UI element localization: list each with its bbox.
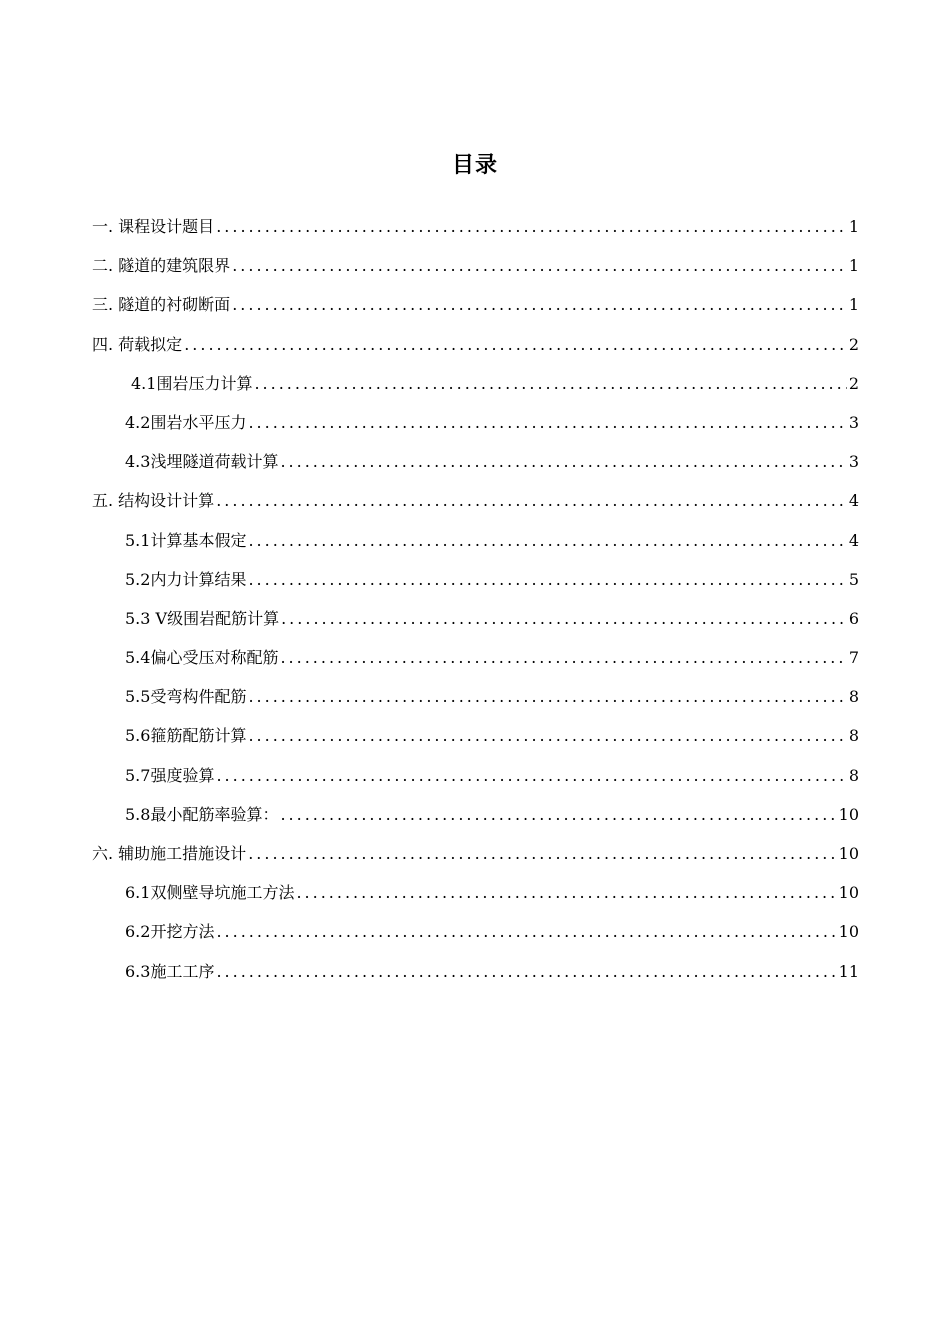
- toc-leader-dots: [216, 491, 847, 511]
- toc-entry-page: 11: [838, 961, 859, 981]
- toc-entry-page: 8: [848, 726, 859, 746]
- toc-entry-page: 5: [848, 569, 859, 589]
- toc-entry[interactable]: [92, 648, 859, 687]
- toc-leader-dots: [248, 687, 846, 707]
- toc-leader-dots: [280, 648, 846, 668]
- toc-entry-label: 4.2围岩水平压力: [125, 412, 247, 432]
- toc-entry-label: 六. 辅助施工措施设计: [92, 844, 247, 863]
- toc-entry-page: 7: [848, 648, 859, 668]
- toc-entry-page: 6: [848, 608, 859, 628]
- toc-leader-dots: [184, 335, 847, 355]
- toc-entry-page: 3: [848, 452, 859, 472]
- toc-entry[interactable]: [92, 217, 859, 256]
- toc-entry[interactable]: [92, 962, 859, 1001]
- toc-entry-label: 五. 结构设计计算: [92, 491, 215, 511]
- toc-leader-dots: [281, 609, 847, 629]
- toc-entry-page: 3: [848, 412, 859, 432]
- toc-entry-label: 5.3 V级围岩配筋计算: [125, 608, 280, 628]
- toc-entry[interactable]: [92, 413, 859, 452]
- toc-entry-label: 四. 荷载拟定: [92, 334, 183, 354]
- toc-leader-dots: [254, 374, 846, 394]
- toc-leader-dots: [280, 805, 836, 825]
- toc-entry-page: 4: [848, 530, 859, 550]
- toc-entry-page: 2: [848, 334, 859, 354]
- toc-entry[interactable]: [92, 609, 859, 648]
- toc-entry[interactable]: [92, 844, 859, 883]
- toc-leader-dots: [216, 922, 836, 942]
- toc-entry-page: 1: [848, 256, 859, 276]
- toc-list: [92, 217, 859, 1001]
- toc-entry-label: 5.7强度验算: [125, 765, 215, 785]
- toc-leader-dots: [248, 570, 846, 590]
- toc-leader-dots: [216, 766, 846, 786]
- toc-entry-label: 二. 隧道的建筑限界: [92, 256, 231, 276]
- toc-entry-label: 5.5受弯构件配筋: [125, 687, 247, 707]
- toc-entry-label: 三. 隧道的衬砌断面: [92, 295, 231, 315]
- toc-entry-label: 6.3施工工序: [125, 961, 215, 981]
- toc-entry-label: 5.6箍筋配筋计算: [125, 726, 247, 746]
- toc-entry[interactable]: [92, 335, 859, 374]
- toc-entry[interactable]: [92, 531, 859, 570]
- toc-entry[interactable]: [92, 805, 859, 844]
- toc-entry[interactable]: [92, 922, 859, 961]
- toc-entry-label: 一. 课程设计题目: [92, 217, 215, 236]
- toc-entry-label: 5.2内力计算结果: [125, 569, 247, 589]
- toc-entry[interactable]: [92, 883, 859, 922]
- toc-entry[interactable]: [92, 256, 859, 295]
- toc-leader-dots: [248, 531, 846, 551]
- toc-title: 目录: [451, 153, 498, 178]
- toc-entry-label: 4.1围岩压力计算: [131, 373, 253, 393]
- toc-entry[interactable]: [92, 687, 859, 726]
- toc-entry[interactable]: [92, 766, 859, 805]
- toc-entry[interactable]: [92, 491, 859, 530]
- toc-entry-page: 8: [848, 765, 859, 785]
- toc-leader-dots: [248, 726, 846, 746]
- toc-entry[interactable]: [92, 570, 859, 609]
- toc-entry[interactable]: [92, 726, 859, 765]
- toc-entry-label: 6.2开挖方法: [125, 922, 215, 942]
- toc-entry-page: 10: [838, 844, 859, 863]
- toc-entry-label: 5.4偏心受压对称配筋: [125, 648, 279, 668]
- toc-entry-page: 1: [848, 295, 859, 315]
- toc-leader-dots: [280, 452, 846, 472]
- toc-leader-dots: [216, 217, 847, 237]
- toc-leader-dots: [248, 844, 836, 864]
- toc-leader-dots: [216, 962, 836, 982]
- toc-entry-label: 4.3浅埋隧道荷载计算: [125, 452, 279, 472]
- toc-entry-page: 8: [848, 687, 859, 707]
- toc-entry-page: 2: [848, 373, 859, 393]
- toc-entry-page: 4: [848, 491, 859, 511]
- toc-leader-dots: [248, 413, 846, 433]
- toc-entry-label: 5.8最小配筋率验算：: [125, 804, 279, 824]
- toc-entry-page: 1: [848, 217, 859, 236]
- toc-leader-dots: [232, 256, 847, 276]
- toc-entry[interactable]: [92, 295, 859, 334]
- toc-leader-dots: [296, 883, 836, 903]
- toc-leader-dots: [232, 295, 847, 315]
- toc-entry-page: 10: [838, 922, 859, 942]
- toc-entry[interactable]: [92, 452, 859, 491]
- toc-entry-page: 10: [838, 804, 859, 824]
- toc-entry-label: 6.1双侧壁导坑施工方法: [125, 883, 295, 903]
- toc-entry[interactable]: [92, 374, 859, 413]
- toc-entry-page: 10: [838, 883, 859, 903]
- toc-entry-label: 5.1计算基本假定: [125, 530, 247, 550]
